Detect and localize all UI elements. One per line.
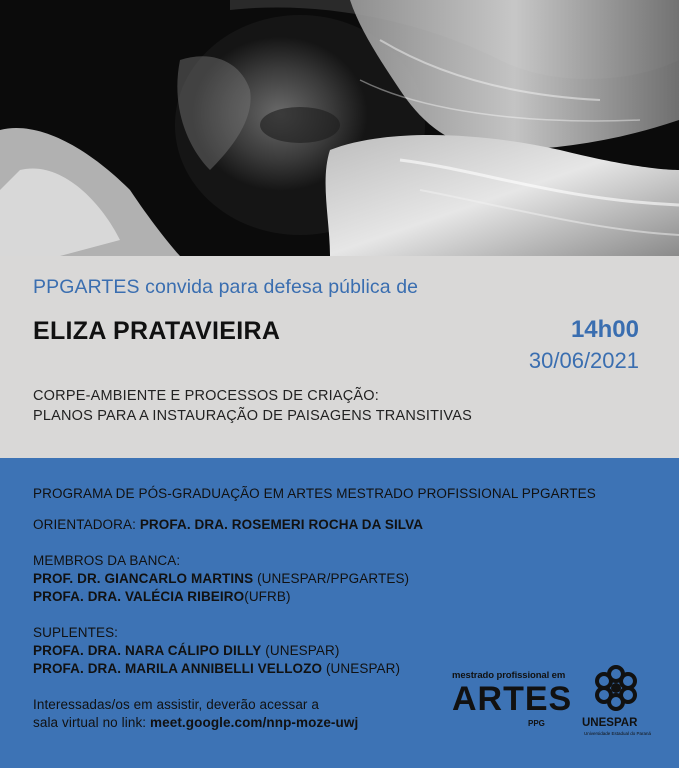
unespar-wordmark: UNESPAR	[582, 717, 638, 729]
alternate-member-name: PROFA. DRA. NARA CÁLIPO DILLY	[33, 643, 262, 658]
artes-logo-ppg: PPG	[528, 719, 545, 728]
artes-logo-caption: mestrado profissional em	[452, 670, 566, 681]
alternate-member-name: PROFA. DRA. MARILA ANNIBELLI VELLOZO	[33, 661, 323, 676]
program-name: PROGRAMA DE PÓS-GRADUAÇÃO EM ARTES MESTRADO PROFISSIONAL PPGARTES	[33, 486, 596, 501]
thesis-title-line-2: PLANOS PARA A INSTAURAÇÃO DE PAISAGENS TRANSITIVAS	[33, 408, 472, 424]
alternate-member-affiliation: (UNESPAR)	[265, 643, 340, 658]
veiled-figure-photo	[0, 0, 679, 256]
committee-member	[33, 588, 291, 606]
advisor-label: ORIENTADORA:	[33, 517, 136, 532]
committee-member-name: PROF. DR. GIANCARLO MARTINS	[33, 571, 254, 586]
committee-label: MEMBROS DA BANCA:	[33, 553, 181, 568]
alternate-member-affiliation: (UNESPAR)	[325, 661, 401, 676]
access-link-prefix: sala virtual no link:	[33, 715, 151, 730]
alternate-member	[33, 642, 339, 660]
committee-member-name: PROFA. DRA. VALÉCIA RIBEIRO	[33, 589, 245, 604]
committee-member-affiliation: (UFRB)	[244, 589, 291, 604]
access-link-line	[33, 714, 358, 732]
candidate-name: ELIZA PRATAVIEIRA	[33, 317, 281, 345]
header-photo	[0, 0, 679, 256]
meeting-link[interactable]: meet.google.com/nnp-moze-uwj	[150, 715, 359, 730]
invitation-text: PPGARTES convida para defesa pública de	[33, 276, 419, 298]
event-time: 14h00	[570, 316, 639, 343]
thesis-title-line-1: CORPE-AMBIENTE E PROCESSOS DE CRIAÇÃO:	[33, 388, 379, 404]
alternate-member	[33, 660, 400, 678]
alternates-label: SUPLENTES:	[33, 625, 119, 640]
event-date: 30/06/2021	[528, 348, 639, 373]
committee-member	[33, 570, 409, 588]
thesis-title	[33, 386, 472, 426]
unespar-subtitle: Universidade Estadual do Paraná	[584, 731, 652, 736]
committee-member-affiliation: (UNESPAR/PPGARTES)	[257, 571, 410, 586]
advisor-line	[33, 516, 423, 534]
artes-logo-wordmark: ARTES	[452, 680, 573, 718]
advisor-name: PROFA. DRA. ROSEMERI ROCHA DA SILVA	[139, 517, 424, 532]
access-instructions: Interessadas/os em assistir, deverão acessar a	[33, 697, 319, 712]
